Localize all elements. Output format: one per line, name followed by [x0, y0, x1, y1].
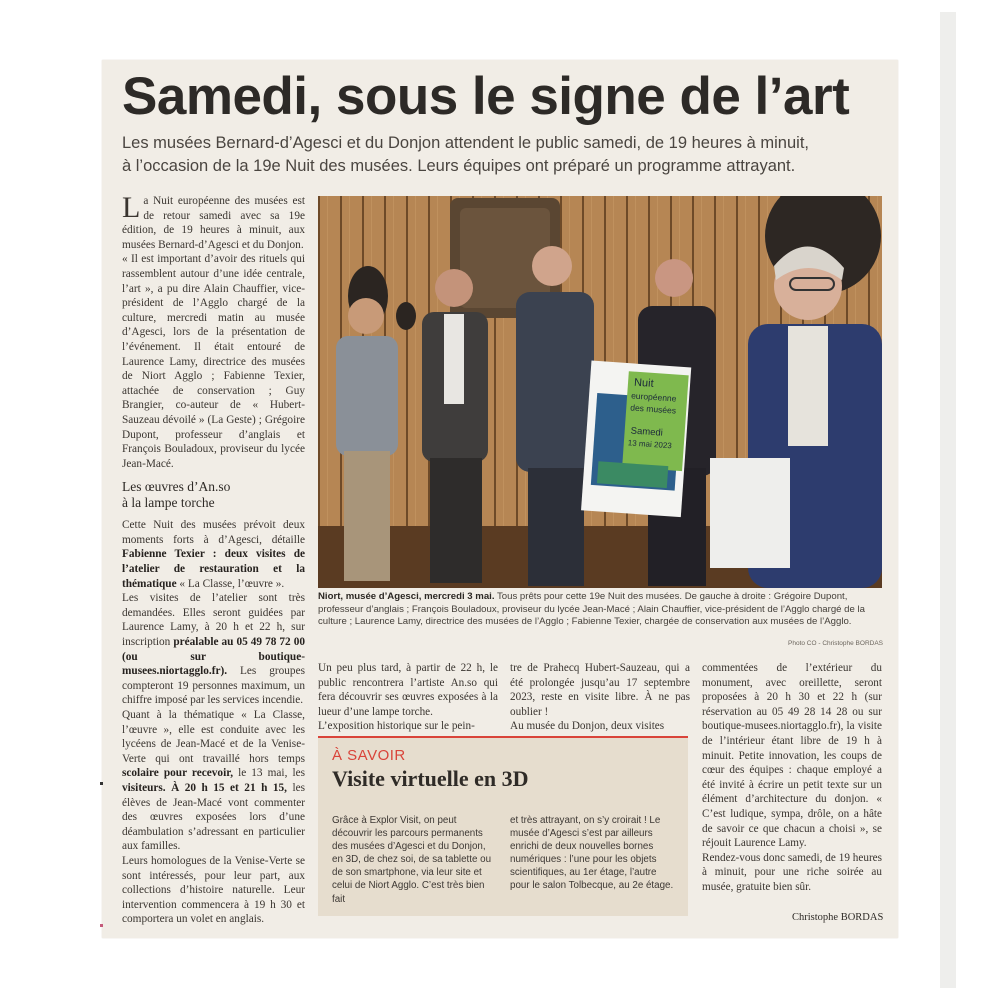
- paragraph-program: [122, 518, 305, 591]
- workshop-text-c: Les groupes compteront 19 personnes maximum, un chiffre imposé par les services incendie.: [122, 665, 305, 707]
- theme-text-e: les élèves de Jean-Macé vont commenter des œuvres exposées lors d’une déambulation s’adressant en particulier aux familles.: [122, 781, 305, 853]
- scan-dot-pink: [100, 924, 103, 927]
- photo-illustration: [318, 196, 882, 588]
- article-column-4: [702, 661, 882, 895]
- poster-title-3: des musées: [629, 402, 677, 416]
- drop-cap: L: [122, 191, 141, 224]
- program-text-bold: Fabienne Texier : deux visites de l’atelier de restauration et la thématique: [122, 548, 305, 590]
- paragraph-theme: [122, 708, 305, 854]
- info-box: [318, 736, 688, 916]
- poster-title-2: européenne: [630, 390, 677, 404]
- col2-paragraph-1: Un peu plus tard, à partir de 22 h, le public rencontrera l’artiste An.so qui fera découvrir ses œuvres exposées à la lueur d’une lampe torche.: [318, 662, 498, 718]
- standfirst-line-1: Les musées Bernard-d’Agesci et du Donjon attendent le public samedi, de 19 heures à minuit,: [122, 134, 809, 152]
- info-box-column-1: [332, 814, 496, 906]
- poster-date-1: Samedi: [630, 425, 664, 439]
- subheading-line-1: Les œuvres d’An.so: [122, 479, 231, 495]
- theme-text-c: le 13 mai, les: [233, 767, 305, 780]
- newspaper-clipping: [102, 60, 898, 938]
- caption-text: Tous prêts pour cette 19e Nuit des musées. De gauche à droite : Grégoire Dupont, professeur d’anglais ; François Bouladoux, proviseur du lycée Jean-Macé ; Alain Chauffier, vice-président de l’Agglo chargé de la culture ; Laurence Lamy, directrice des musées de l’Agglo ; Fabienne Texier, chargée de conservation aux musées de l’Agglo.: [318, 591, 865, 628]
- col4-paragraph-2: Rendez-vous donc samedi, de 19 heures à minuit, pour une riche soirée au musée, gratuite bien sûr.: [702, 851, 882, 893]
- info-box-title: Visite virtuelle en 3D: [332, 766, 529, 791]
- workshop-text-a: Les visites de l’atelier sont très demandées. Elles seront guidées par Laurence Lamy, à 20 h et 22 h, sur inscription: [122, 592, 305, 649]
- subheading: [122, 479, 305, 511]
- poster-date-2: 13 mai 2023: [627, 438, 673, 451]
- headline: Samedi, sous le signe de l’art: [122, 67, 850, 126]
- theme-text-a: Quant à la thématique « La Classe, l’œuvre », elle est conduite avec les lycéens de Jean-Macé et de la Venise-Verte qui ont travaillé hors temps: [122, 709, 305, 765]
- article-column-1: [122, 191, 305, 927]
- subheading-line-2: à la lampe torche: [122, 495, 215, 511]
- paragraph-venise-verte: Leurs homologues de la Venise-Verte se sont intéressés, pour leur part, aux collections d’histoire naturelle. Leur intervention commencera à 19 h 30 et comportera un volet en anglais.: [122, 854, 305, 926]
- col2-paragraph-2: L’exposition historique sur le pein-: [318, 720, 475, 733]
- scan-dot: [100, 782, 103, 785]
- theme-text-bold-2: visiteurs. À 20 h 15 et 21 h 15,: [122, 781, 287, 794]
- col3-paragraph-1: tre de Prahecq Hubert-Sauzeau, qui a été prolongée jusqu’au 17 septembre 2023, reste en visite libre. À ne pas oublier !: [510, 662, 690, 718]
- program-text-c: « La Classe, l’œuvre ».: [176, 577, 285, 590]
- caption-lead: Niort, musée d’Agesci, mercredi 3 mai.: [318, 591, 495, 602]
- col3-paragraph-2: Au musée du Donjon, deux visites: [510, 720, 665, 733]
- article-column-2: [318, 661, 498, 734]
- workshop-text-bold: préalable au 05 49 78 72 00 (ou sur boutique-musees.niortagglo.fr).: [122, 636, 305, 678]
- standfirst-line-2: à l’occasion de la 19e Nuit des musées. Leurs équipes ont préparé un programme attrayant.: [122, 157, 796, 175]
- group-photo: [318, 196, 882, 588]
- info-box-column-2: [510, 814, 674, 893]
- article-column-3: [510, 661, 690, 734]
- paragraph-intro: [122, 191, 305, 252]
- info-box-kicker: À SAVOIR: [332, 747, 406, 764]
- program-text-a: Cette Nuit des musées prévoit deux moments forts à d’Agesci, détaille: [122, 519, 305, 546]
- scan-edge-bar: [940, 12, 956, 988]
- poster-title-1: Nuit: [633, 376, 654, 390]
- info-box-text-2: et très attrayant, on s’y croirait ! Le musée d’Agesci s’est par ailleurs enrichi de deux nouvelles bornes numériques : l’une pour les objets scientifiques, au 1er étage, l’autre pour le salon Tolbecque, au 2e étage.: [510, 815, 674, 892]
- theme-text-bold-1: scolaire pour recevoir,: [122, 767, 234, 780]
- standfirst: [122, 132, 882, 178]
- photo-credit: Photo CO - Christophe BORDAS: [788, 640, 884, 647]
- info-box-text-1: Grâce à Explor Visit, on peut découvrir les parcours permanents des musées d’Agesci et du Donjon, en 3D, de chez soi, de sa tablette ou de son smartphone, via leur site et celui de Niort Agglo. C’est très bien fait: [332, 815, 492, 905]
- paragraph-intro-text: a Nuit européenne des musées est de retour samedi avec sa 19e édition, de 19 heures à minuit, aux musées Bernard-d’Agesci et du Donjon.: [122, 195, 305, 251]
- photo-caption: [318, 591, 884, 629]
- col4-paragraph-1: commentées de l’extérieur du monument, avec oreillette, seront proposées à 20 h 30 et 22 h (sur réservation au 05 49 28 14 28 ou sur boutique-musees.niortagglo.fr), la visite de l’intérieur étant libre de 19 h à minuit. Petite innovation, les coups de cœur des équipes : chaque employé a été invité à écrire un petit texte sur un élément d’architecture du donjon. « C’est ludique, sympa, drôle, on a hâte de savoir ce que chacun a choisi », se réjouit Laurence Lamy.: [702, 662, 882, 850]
- paragraph-quote: « Il est important d’avoir des rituels qui rassemblent autour d’une idée centrale, l’art », a pu dire Alain Chauffier, vice-président de l’Agglo chargé de la culture, mercredi matin au musée d’Agesci, lors de la présentation de l’événement. Il était entouré de Laurence Lamy, directrice des musées de Niort Agglo ; Fabienne Texier, attachée de conservation ; Guy Brangier, co-auteur de « Hubert-Sauzeau dévoilé » (La Geste) ; Grégoire Dupont, professeur d’anglais et François Bouladoux, proviseur du lycée Jean-Macé.: [122, 253, 305, 470]
- author-signature: Christophe BORDAS: [792, 912, 884, 923]
- paragraph-workshop: [122, 591, 305, 708]
